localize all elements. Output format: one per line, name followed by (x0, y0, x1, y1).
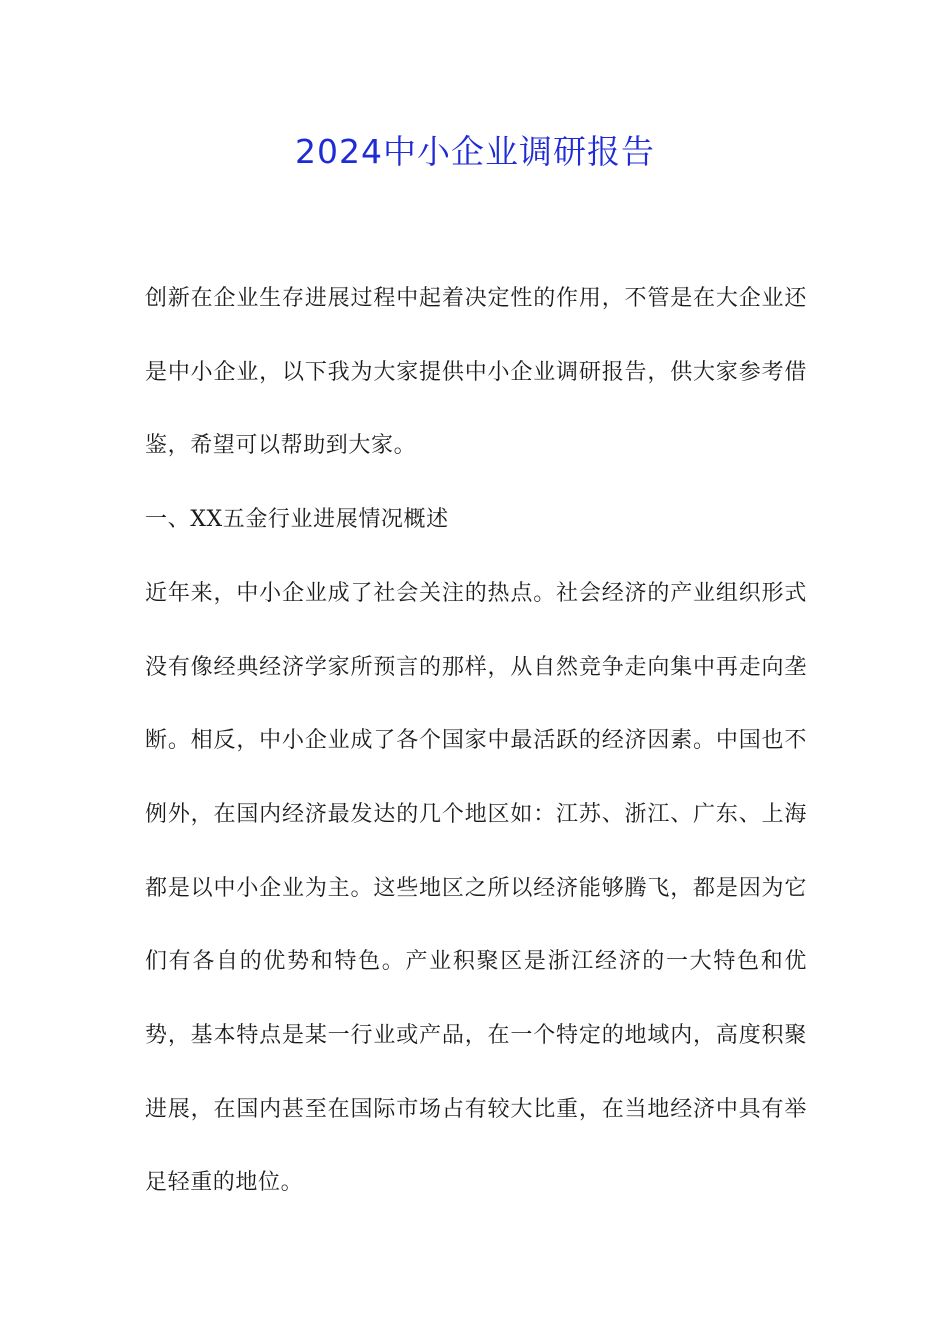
paragraph-intro: 创新在企业生存进展过程中起着决定性的作用，不管是在大企业还是中小企业，以下我为大家提供中小企业调研报告，供大家参考借鉴，希望可以帮助到大家。 (145, 286, 807, 459)
document-body (145, 262, 807, 1220)
document-title: 2024中小企业调研报告 (295, 132, 655, 171)
section-heading: 一、XX五金行业进展情况概述 (145, 507, 449, 533)
paragraph-overview: 近年来，中小企业成了社会关注的热点。社会经济的产业组织形式没有像经典经济学家所预言的那样，从自然竞争走向集中再走向垄断。相反，中小企业成了各个国家中最活跃的经济因素。中国也不例外，在国内经济最发达的几个地区如：江苏、浙江、广东、上海都是以中小企业为主。这些地区之所以经济能够腾飞，都是因为它们有各自的优势和特色。产业积聚区是浙江经济的一大特色和优势，基本特点是某一行业或产品，在一个特定的地域内，高度积聚进展，在国内甚至在国际市场占有较大比重，在当地经济中具有举足轻重的地位。 (145, 580, 807, 1196)
